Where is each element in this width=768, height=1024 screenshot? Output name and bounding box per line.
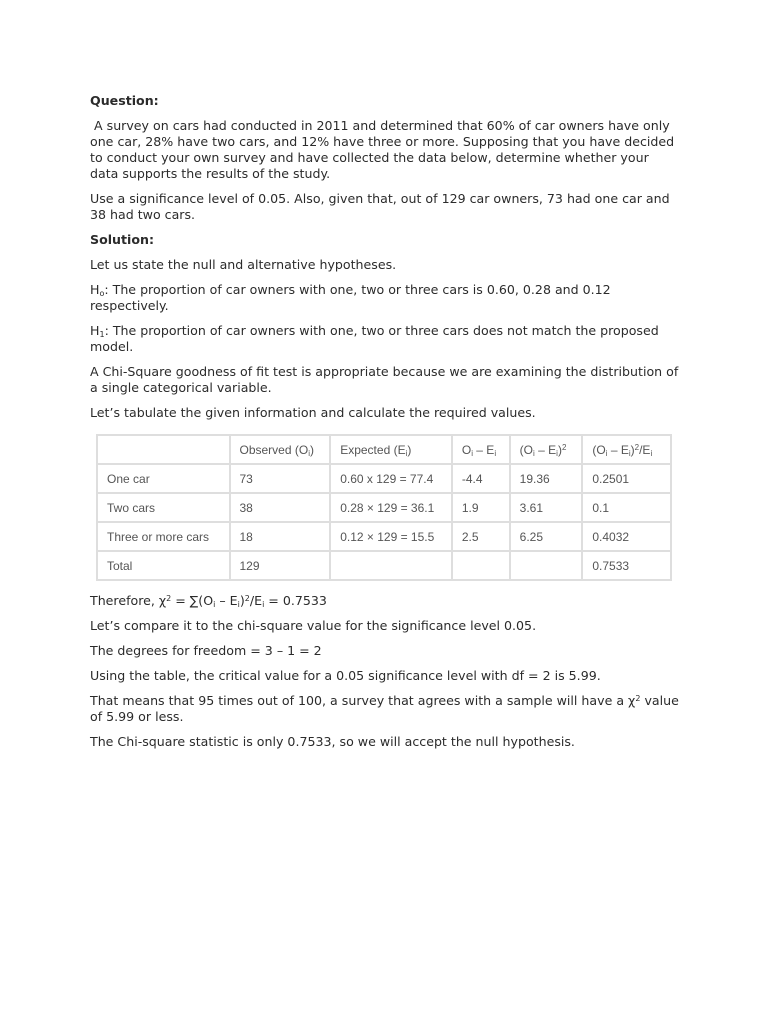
row-label: One car — [97, 464, 230, 493]
row-ratio: 0.2501 — [582, 464, 671, 493]
table-row — [97, 464, 671, 493]
therefore-div: /E — [249, 593, 263, 608]
row-squared: 19.36 — [510, 464, 583, 493]
question-paragraph-1 — [90, 118, 680, 182]
therefore-mid2: – E — [215, 593, 238, 608]
document-content — [90, 93, 680, 759]
question-heading: Question: — [90, 93, 159, 108]
header-empty — [97, 435, 230, 464]
table-row — [97, 493, 671, 522]
row-observed: 18 — [230, 522, 331, 551]
row-difference: 2.5 — [452, 522, 510, 551]
degrees-of-freedom: The degrees for freedom = 3 – 1 = 2 — [90, 643, 322, 658]
header-difference — [452, 435, 510, 464]
alternative-hypothesis — [90, 323, 680, 355]
critical-value-text: Using the table, the critical value for a 0.05 significance level with df = 2 is 5.99. — [90, 668, 601, 683]
total-difference-empty — [452, 551, 510, 580]
compare-text: Let’s compare it to the chi-square value for the significance level 0.05. — [90, 618, 537, 633]
therefore-o-sub: i — [213, 600, 216, 609]
means-sup: 2 — [635, 694, 641, 703]
h0-subscript: o — [99, 289, 105, 298]
total-label: Total — [97, 551, 230, 580]
header-sq-close: ) — [557, 442, 562, 457]
therefore-mid: = ∑(O — [171, 593, 214, 608]
header-expected-sub: i — [405, 448, 408, 458]
therefore-sup: 2 — [166, 594, 172, 603]
therefore-pre: Therefore, χ — [90, 593, 167, 608]
header-sq-sup: 2 — [561, 442, 567, 452]
row-difference: -4.4 — [452, 464, 510, 493]
h1-text: : The proportion of car owners with one, two or three cars does not match the proposed model. — [90, 323, 659, 354]
header-expected-end: ) — [407, 442, 412, 457]
total-expected-empty — [330, 551, 452, 580]
header-ratio-sup: 2 — [634, 442, 640, 452]
row-difference: 1.9 — [452, 493, 510, 522]
therefore-sup2: 2 — [244, 594, 250, 603]
row-label: Three or more cars — [97, 522, 230, 551]
header-sq-e-sub: i — [556, 448, 558, 458]
h0-text: : The proportion of car owners with one, two or three cars is 0.60, 0.28 and 0.12 respectively. — [90, 282, 611, 313]
header-sq-mid: – E — [534, 442, 557, 457]
header-ratio-e-sub: i — [628, 448, 631, 458]
row-ratio: 0.4032 — [582, 522, 671, 551]
solution-heading: Solution: — [90, 232, 154, 247]
header-ratio-div: /E — [639, 442, 651, 457]
question-paragraph-1-text: A survey on cars had conducted in 2011 and determined that 60% of car owners have only one car, 28% have two cars, and 12% have three or more. Supposing that you have decided to conduct your own survey and have collected the data below, determine whether your data supports the results of the study. — [90, 118, 675, 181]
means-pre: That means that 95 times out of 100, a survey that agrees with a sample will have a χ — [90, 693, 636, 708]
therefore-close: ) — [239, 593, 245, 608]
header-ratio-div-sub: i — [650, 448, 653, 458]
row-expected: 0.28 × 129 = 36.1 — [330, 493, 452, 522]
row-expected: 0.12 × 129 = 15.5 — [330, 522, 452, 551]
question-paragraph-2: Use a significance level of 0.05. Also, given that, out of 129 car owners, 73 had one car and 38 had two cars. — [90, 191, 670, 222]
table-header-row — [97, 435, 671, 464]
h1-symbol: H — [90, 323, 100, 338]
header-observed-text: Observed (O — [239, 442, 309, 457]
header-diff-e-sub: i — [494, 448, 497, 458]
therefore-e-sub: i — [237, 600, 240, 609]
therefore-statement — [90, 593, 680, 609]
total-observed: 129 — [230, 551, 331, 580]
row-label: Two cars — [97, 493, 230, 522]
chi-square-explanation: A Chi-Square goodness of fit test is appropriate because we are examining the distribution of a single categorical variable. — [90, 364, 679, 395]
header-ratio-open: (O — [592, 442, 606, 457]
header-observed — [230, 435, 331, 464]
means-statement — [90, 693, 680, 725]
header-sq-o-sub: i — [533, 448, 535, 458]
header-observed-end: ) — [309, 442, 314, 457]
h1-subscript: 1 — [99, 330, 105, 339]
row-squared: 3.61 — [510, 493, 583, 522]
header-ratio-close: ) — [630, 442, 635, 457]
therefore-div-sub: i — [262, 600, 265, 609]
header-ratio-o-sub: i — [605, 448, 608, 458]
table-total-row — [97, 551, 671, 580]
solution-intro: Let us state the null and alternative hypotheses. — [90, 257, 397, 272]
header-expected — [330, 435, 452, 464]
header-squared — [510, 435, 583, 464]
header-diff-o-sub: i — [471, 448, 473, 458]
header-sq-open: (O — [519, 442, 534, 457]
chi-square-table — [96, 434, 672, 581]
chi-square-table-wrapper — [96, 434, 672, 581]
table-row — [97, 522, 671, 551]
means-end: value of 5.99 or less. — [90, 693, 679, 724]
row-observed: 73 — [230, 464, 331, 493]
header-diff-mid: – E — [472, 442, 495, 457]
row-ratio: 0.1 — [582, 493, 671, 522]
header-expected-text: Expected (E — [340, 442, 406, 457]
header-observed-sub: i — [308, 448, 310, 458]
header-ratio-mid: – E — [607, 442, 629, 457]
total-ratio: 0.7533 — [582, 551, 671, 580]
header-ratio — [582, 435, 671, 464]
tabulate-text: Let’s tabulate the given information and calculate the required values. — [90, 405, 536, 420]
row-expected: 0.60 x 129 = 77.4 — [330, 464, 452, 493]
row-squared: 6.25 — [510, 522, 583, 551]
h0-symbol: H — [90, 282, 100, 297]
row-observed: 38 — [230, 493, 331, 522]
header-diff-o: O — [461, 442, 472, 457]
null-hypothesis — [90, 282, 680, 314]
therefore-end: = 0.7533 — [264, 593, 327, 608]
conclusion: The Chi-square statistic is only 0.7533, so we will accept the null hypothesis. — [90, 734, 575, 749]
total-squared-empty — [510, 551, 583, 580]
